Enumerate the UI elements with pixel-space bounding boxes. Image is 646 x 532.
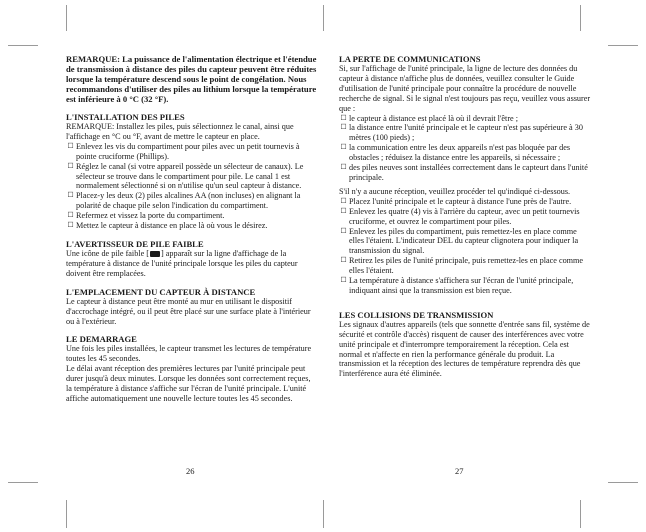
checkbox-bullet-icon: ☐ [340,163,347,172]
list-item: ☐ Réglez le canal (si votre appareil possède un sélecteur de canaux). Le sélecteur se trouve dans le compartiment pour pile. Le canal 1 est normalement sélectionné si on n'utilise qu'un seul capteur à distance. [67,161,304,191]
list-item: ☐ Placez-y les deux (2) piles alcalines AA (non incluses) en alignant la polarité de chaque pile selon l'indication du compartiment. [67,191,301,211]
cold-weather-note: REMARQUE: La puissance de l'alimentation électrique et l'étendue de transmission à distance des piles du capteur peuvent être réduites lorsque la température descend sous le point de congélation. Nous recommandons d'utiliser des piles au lithium lorsque la température est inférieure à 0 °C (32 °F). [66,54,317,104]
crop-mark [66,500,67,528]
checkbox-bullet-icon: ☐ [340,143,347,152]
checkbox-bullet-icon: ☐ [340,113,347,122]
list-item: ☐ la communication entre les deux appareils n'est pas bloquée par des obstacles ; réduisez la distance entre les appareils, si nécessaire ; [340,143,571,163]
low-battery-icon [150,251,160,257]
transmission-collisions-text: Les signaux d'autres appareils (tels que sonnette d'entrée sans fil, système de sécurité et contrôle d'accès) risquent de causer des interférences avec votre unité principale et d'interrompre temporairement la réception. Cela est normal et n'affecte en rien la performance générale du produit. La transmission et la réception des lectures de température reprendra dès que l'interférence aura été éliminée. [339,319,590,379]
list-item: ☐ le capteur à distance est placé là où il devrait l'être ; [340,113,519,123]
list-item: ☐ la distance entre l'unité principale et le capteur n'est pas supérieure à 30 mètres (100 pieds) ; [340,123,583,143]
low-battery-text: Une icône de pile faible [ ] apparaît sur la ligne d'affichage de la température à distance de l'unité principale lorsque les piles du capteur doivent être remplacées. [66,248,298,278]
list-item: ☐ Refermez et vissez la porte du compartiment. [67,211,225,221]
crop-mark [580,500,581,528]
checkbox-bullet-icon: ☐ [67,161,74,170]
startup-heading: LE DEMARRAGE [66,334,137,345]
checkbox-bullet-icon: ☐ [340,226,347,235]
checkbox-bullet-icon: ☐ [340,276,347,285]
crop-mark [8,45,38,46]
checkbox-bullet-icon: ☐ [67,211,74,220]
sensor-placement-heading: L'EMPLACEMENT DU CAPTEUR À DISTANCE [66,286,256,297]
list-item: ☐ Enlevez les vis du compartiment pour piles avec un petit tournevis à pointe cruciforme (Phillips). [67,141,300,161]
checkbox-bullet-icon: ☐ [340,256,347,265]
sensor-placement-text: Le capteur à distance peut être monté au mur en utilisant le dispositif d'accrochage intégré, ou il peut être placé sur une surface plate à l'intérieur ou à l'extérieur. [66,296,311,326]
list-item: ☐ La température à distance s'affichera sur l'écran de l'unité principale, indiquant ainsi que la transmission est bien reçue. [340,276,574,295]
transmission-collisions-heading: LES COLLISIONS DE TRANSMISSION [339,309,494,320]
crop-mark [608,482,638,483]
reset-steps [339,197,591,296]
checkbox-bullet-icon: ☐ [340,206,347,215]
crop-mark [323,500,324,528]
battery-installation-steps [66,142,318,231]
left-page [66,54,318,404]
checkbox-bullet-icon: ☐ [67,141,74,150]
communication-loss-heading: LA PERTE DE COMMUNICATIONS [339,54,481,64]
battery-installation-intro: REMARQUE: Installez les piles, puis sélectionnez le canal, ainsi que l'affichage en °C ou °F, avant de mettre le capteur en place. [66,122,294,141]
list-item: ☐ Enlevez les piles du compartiment, puis remettez-les en place comme elles l'étaient. L'indicateur DEL du capteur clignotera pour indiquer la transmission du signal. [340,226,579,256]
checkbox-bullet-icon: ☐ [67,221,74,230]
list-item: ☐ Placez l'unité principale et le capteur à distance l'une près de l'autre. [340,196,572,206]
checkbox-bullet-icon: ☐ [67,191,74,200]
right-page [339,54,591,379]
crop-mark [66,5,67,31]
list-item: ☐ des piles neuves sont installées correctement dans le capteurt dans l'unité principale. [340,163,588,182]
no-reception-text: S'il n'y a aucune réception, veuillez procéder tel qu'indiqué ci-dessous. [339,186,571,196]
list-item: ☐ Enlevez les quatre (4) vis à l'arrière du capteur, avec un petit tournevis cruciforme, et ouvrez le compartiment pour piles. [340,206,580,226]
checklist [339,114,591,183]
crop-mark [8,482,38,483]
checkbox-bullet-icon: ☐ [340,123,347,132]
crop-mark [580,5,581,31]
list-item: ☐ Retirez les piles de l'unité principale, puis remettez-les en place comme elles l'étaient. [340,256,584,276]
low-battery-heading: L'AVERTISSEUR DE PILE FAIBLE [66,238,204,249]
page-number-left: 26 [186,466,195,476]
page-number-right: 27 [455,466,464,476]
communication-loss-text: Si, sur l'affichage de l'unité principale, la ligne de lecture des données du capteur à distance n'affiche plus de données, veuillez consulter le Guide d'utilisation de l'unité principale pour connaître la procédure de nouvelle recherche de signal. Si le signal n'est toujours pas reçu, veuillez vous assurer que : [339,64,591,113]
checkbox-bullet-icon: ☐ [340,196,347,205]
startup-text-2: Le délai avant réception des premières lectures par l'unité principale peut durer jusqu'à deux minutes. Lorsque les données sont correctement reçues, la température à distance s'affiche sur l'écran de l'unité principale. L'unité affiche automatiquement une nouvelle lecture toutes les 45 secondes. [66,364,311,403]
startup-text-1: Une fois les piles installées, le capteur transmet les lectures de température toutes les 45 secondes. [66,344,312,364]
battery-installation-heading: L'INSTALLATION DES PILES [66,112,185,122]
list-item: ☐ Mettez le capteur à distance en place là où vous le désirez. [67,221,268,231]
crop-mark [608,45,638,46]
crop-mark [323,5,324,31]
